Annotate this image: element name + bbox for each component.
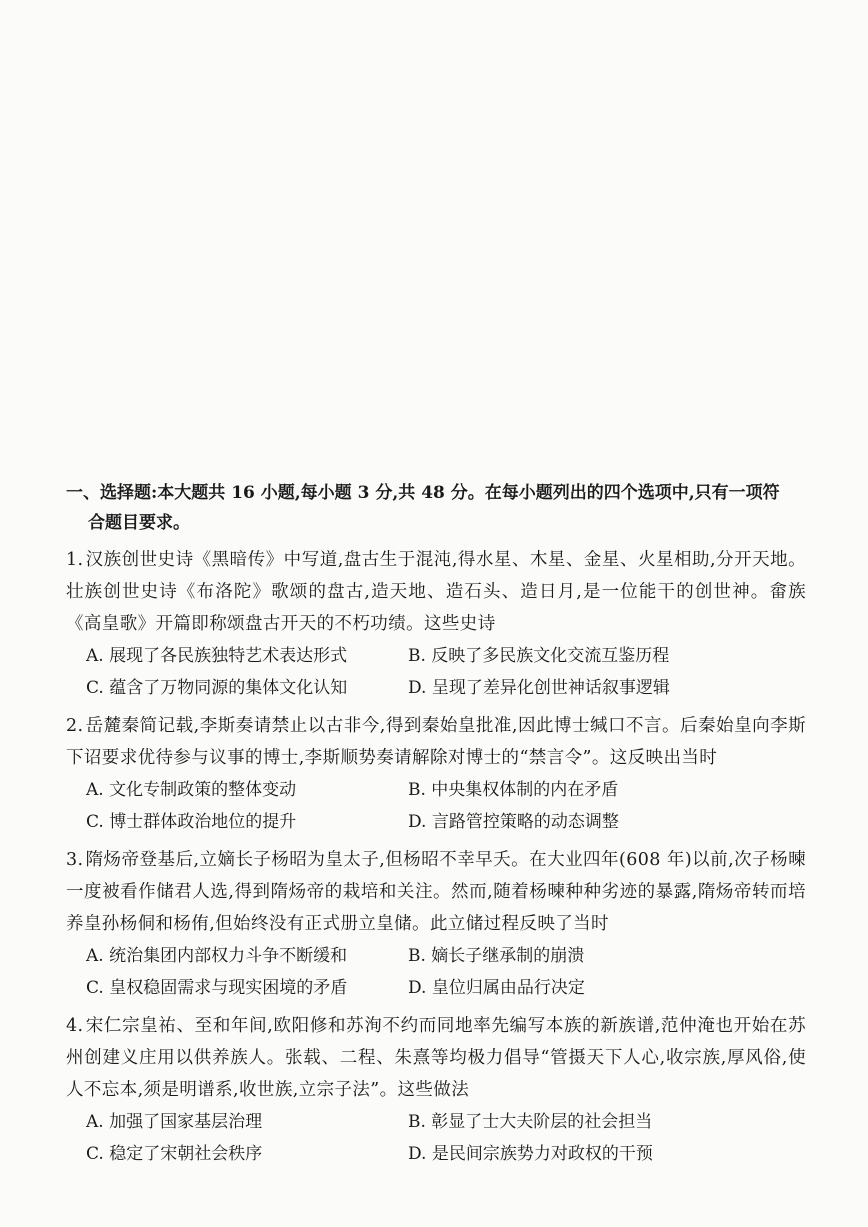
option-b[interactable]: B. 中央集权体制的内在矛盾	[408, 780, 619, 800]
question-stem	[66, 1010, 806, 1106]
option-d[interactable]: D. 言路管控策略的动态调整	[408, 812, 619, 832]
option-a[interactable]: A. 加强了国家基层治理	[86, 1112, 263, 1132]
option-c[interactable]: C. 博士群体政治地位的提升	[86, 812, 297, 832]
question-number: 3.	[66, 850, 84, 870]
option-a[interactable]: A. 展现了各民族独特艺术表达形式	[86, 646, 348, 666]
option-b[interactable]: B. 反映了多民族文化交流互鉴历程	[408, 646, 670, 666]
option-d[interactable]: D. 呈现了差异化创世神话叙事逻辑	[408, 678, 670, 698]
option-a[interactable]: A. 统治集团内部权力斗争不断缓和	[86, 946, 348, 966]
option-list	[66, 774, 806, 838]
option-c[interactable]: C. 蕴含了万物同源的集体文化认知	[86, 678, 348, 698]
option-b[interactable]: B. 彰显了士大夫阶层的社会担当	[408, 1112, 653, 1132]
question-4	[66, 1010, 806, 1170]
option-a[interactable]: A. 文化专制政策的整体变动	[86, 780, 297, 800]
option-list	[66, 640, 806, 704]
question-number: 2.	[66, 716, 84, 736]
option-d[interactable]: D. 皇位归属由品行决定	[408, 978, 585, 998]
question-3	[66, 844, 806, 1004]
question-number: 4.	[66, 1016, 84, 1036]
blank-header-area	[0, 0, 868, 470]
question-stem	[66, 544, 806, 640]
question-text: 隋炀帝登基后,立嫡长子杨昭为皇太子,但杨昭不幸早夭。在大业四年(608 年)以前,次子杨暕一度被看作储君人选,得到隋炀帝的栽培和关注。然而,随着杨暕种种劣迹的暴露,隋炀帝转而培养皇孙杨侗和杨侑,但始终没有正式册立皇储。此立储过程反映了当时	[66, 850, 806, 934]
section-title-continued: 合题目要求。	[88, 513, 190, 533]
exam-content	[66, 478, 806, 1170]
question-text: 岳麓秦简记载,李斯奏请禁止以古非今,得到秦始皇批准,因此博士缄口不言。后秦始皇向李斯下诏要求优待参与议事的博士,李斯顺势奏请解除对博士的“禁言令”。这反映出当时	[66, 716, 806, 768]
question-2	[66, 710, 806, 838]
question-1	[66, 544, 806, 704]
option-d[interactable]: D. 是民间宗族势力对政权的干预	[408, 1144, 653, 1164]
option-b[interactable]: B. 嫡长子继承制的崩溃	[408, 946, 585, 966]
option-list	[66, 1106, 806, 1170]
section-title: 一、选择题:本大题共 16 小题,每小题 3 分,共 48 分。在每小题列出的四个选项中,只有一项符	[66, 483, 780, 503]
option-c[interactable]: C. 皇权稳固需求与现实困境的矛盾	[86, 978, 348, 998]
question-text: 汉族创世史诗《黑暗传》中写道,盘古生于混沌,得水星、木星、金星、火星相助,分开天地。壮族创世史诗《布洛陀》歌颂的盘古,造天地、造石头、造日月,是一位能干的创世神。畲族《高皇歌》开篇即称颂盘古开天的不朽功绩。这些史诗	[66, 550, 806, 634]
option-list	[66, 940, 806, 1004]
option-c[interactable]: C. 稳定了宋朝社会秩序	[86, 1144, 263, 1164]
question-number: 1.	[66, 550, 84, 570]
section-header	[66, 478, 806, 538]
question-stem	[66, 710, 806, 774]
question-text: 宋仁宗皇祐、至和年间,欧阳修和苏洵不约而同地率先编写本族的新族谱,范仲淹也开始在苏州创建义庄用以供养族人。张载、二程、朱熹等均极力倡导“管摄天下人心,收宗族,厚风俗,使人不忘本,须是明谱系,收世族,立宗子法”。这些做法	[66, 1016, 806, 1100]
question-stem	[66, 844, 806, 940]
